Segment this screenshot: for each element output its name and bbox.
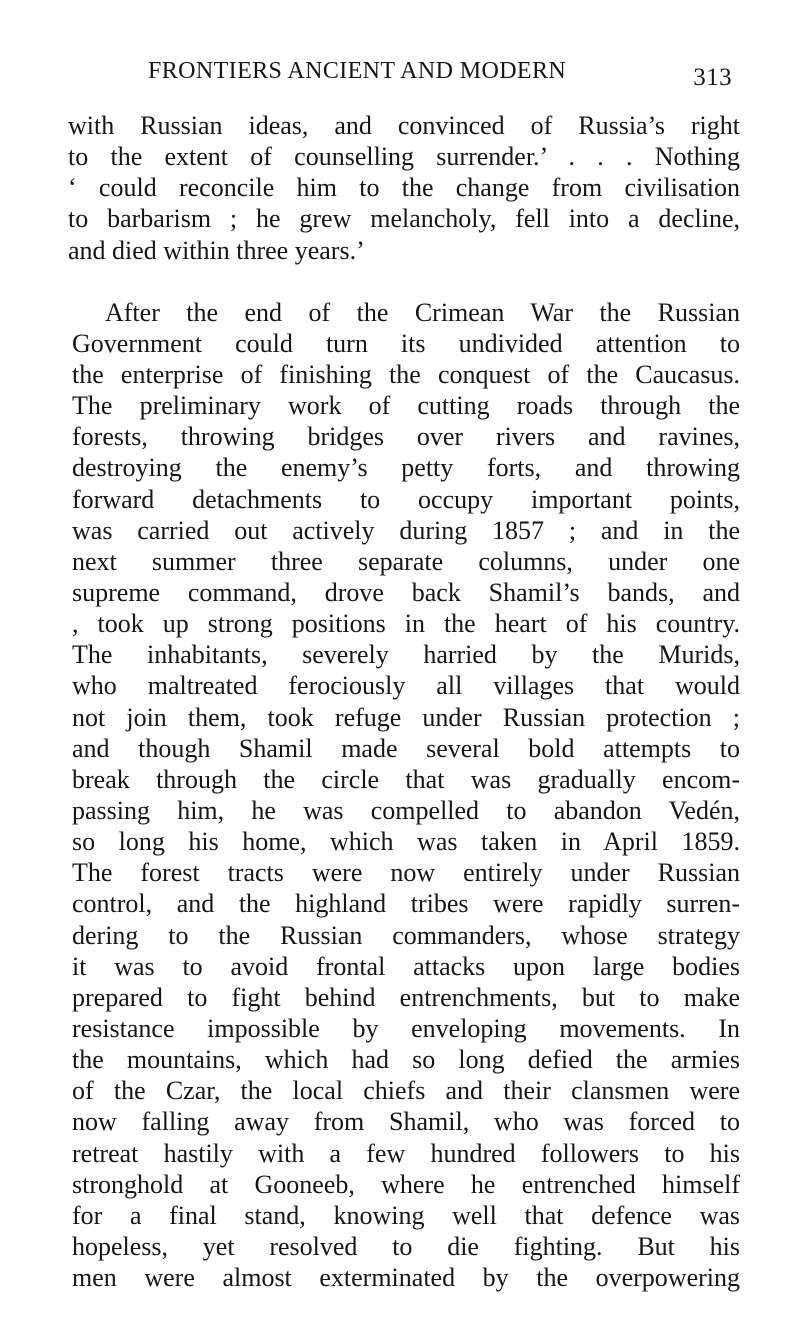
text-line: resistance impossible by enveloping movements. In (72, 1013, 740, 1043)
text-line: supreme command, drove back Shamil’s bands, and (72, 577, 740, 607)
text-line: passing him, he was compelled to abandon Vedén, (72, 795, 740, 825)
text-line: break through the circle that was gradually encom- (72, 764, 740, 794)
text-line: prepared to fight behind entrenchments, but to make (72, 982, 740, 1012)
text-line: dering to the Russian commanders, whose strategy (72, 920, 740, 950)
text-line: to barbarism ; he grew melancholy, fell into a decline, (68, 204, 740, 234)
text-line: The forest tracts were now entirely under Russian (72, 858, 740, 888)
text-line: who maltreated ferociously all villages that would (72, 671, 740, 701)
text-line: retreat hastily with a few hundred followers to his (72, 1138, 740, 1168)
text-line: with Russian ideas, and convinced of Russia’s right (68, 111, 740, 140)
text-line: now falling away from Shamil, who was forced to (72, 1107, 740, 1137)
text-line: the enterprise of finishing the conquest of the Caucasus. (72, 359, 740, 389)
body-text (68, 110, 740, 1293)
paragraph-2 (68, 297, 740, 1294)
text-line: and though Shamil made several bold attempts to (72, 733, 740, 763)
running-title: FRONTIERS ANCIENT AND MODERN (148, 58, 567, 84)
text-line: men were almost exterminated by the overpowering (72, 1263, 740, 1293)
text-line: and died within three years.’ (68, 235, 365, 265)
text-line: The inhabitants, severely harried by the Murids, (72, 640, 740, 670)
text-line: stronghold at Gooneeb, where he entrenched himself (72, 1169, 740, 1199)
text-line: After the end of the Crimean War the Russian (105, 297, 740, 327)
text-line: the mountains, which had so long defied the armies (72, 1045, 740, 1075)
text-line: of the Czar, the local chiefs and their clansmen were (72, 1076, 740, 1106)
text-line: was carried out actively during 1857 ; and in the (72, 515, 740, 545)
text-line: Government could turn its undivided attention to (72, 328, 740, 358)
text-line: destroying the enemy’s petty forts, and throwing (72, 453, 740, 483)
text-line: control, and the highland tribes were rapidly surren- (72, 889, 740, 919)
text-line: forward detachments to occupy important points, (72, 484, 740, 514)
running-head (148, 58, 740, 92)
page-number: 313 (693, 64, 732, 91)
text-line: to the extent of counselling surrender.’ . . . Nothing (68, 142, 740, 172)
text-line: ‘ could reconcile him to the change from civilisation (68, 173, 740, 203)
text-line: , took up strong positions in the heart of his country. (72, 609, 740, 639)
text-line: for a final stand, knowing well that defence was (72, 1200, 740, 1230)
text-line: forests, throwing bridges over rivers and ravines, (72, 422, 740, 452)
paragraph-gap (68, 266, 740, 297)
paragraph-1 (68, 110, 740, 266)
text-line: not join them, took refuge under Russian protection ; (72, 702, 740, 732)
text-line: next summer three separate columns, under one (72, 546, 740, 576)
text-line: it was to avoid frontal attacks upon large bodies (72, 951, 740, 981)
text-line: hopeless, yet resolved to die fighting. But his (72, 1231, 740, 1261)
text-line: so long his home, which was taken in April 1859. (72, 827, 740, 857)
text-line: The preliminary work of cutting roads through the (72, 391, 740, 421)
